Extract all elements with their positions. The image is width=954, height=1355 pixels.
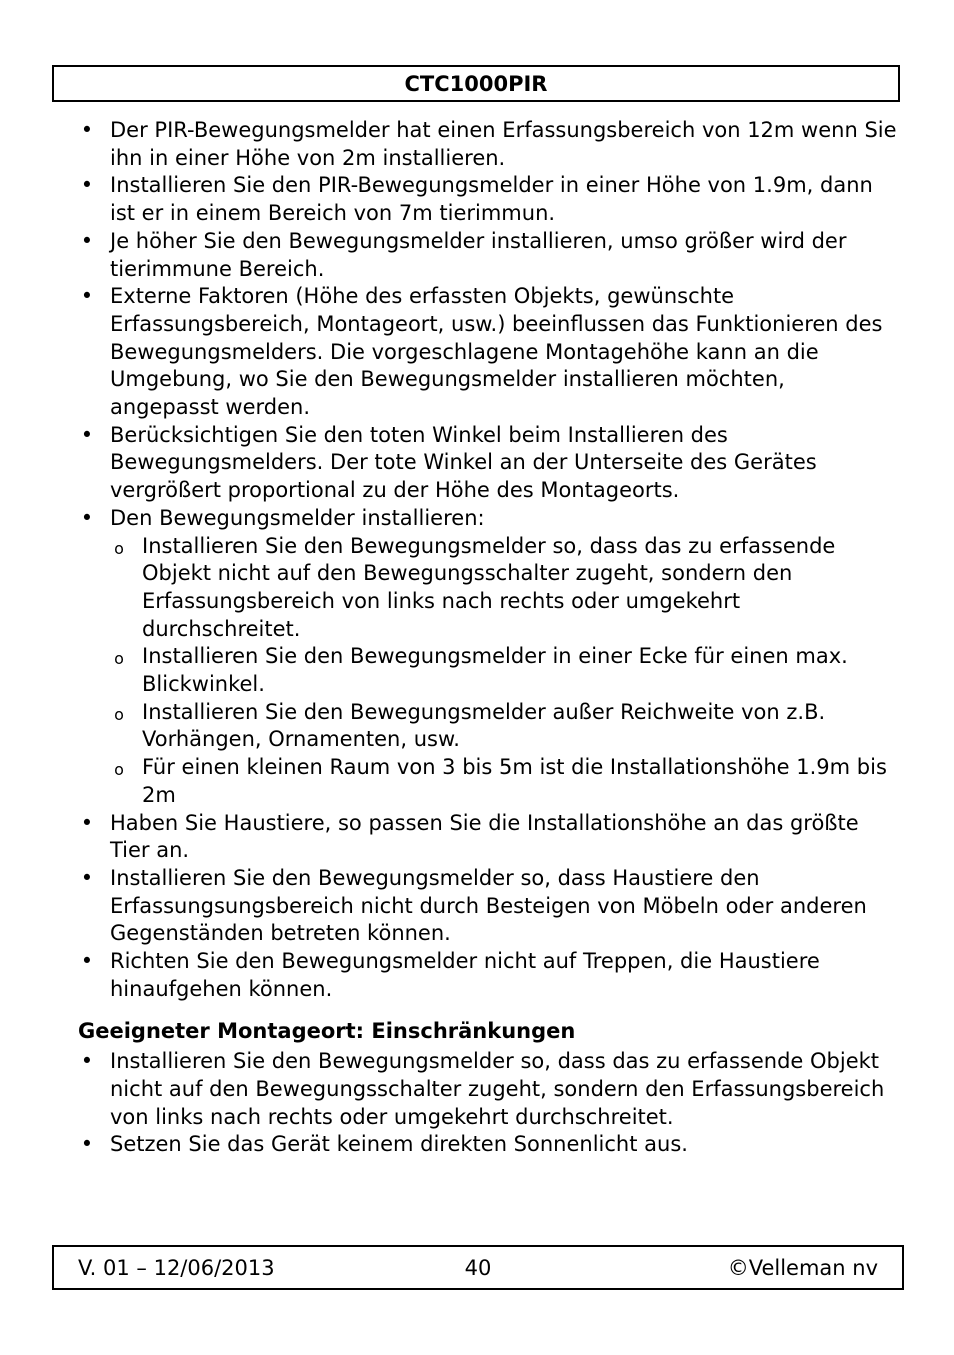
list-item-text: Installieren Sie den PIR-Bewegungsmelder in einer Höhe von 1.9m, dann ist er in einem Bereich von 7m tierimmun.	[110, 173, 873, 226]
list-item	[78, 283, 898, 422]
sub-list-item-text: Installieren Sie den Bewegungsmelder außer Reichweite von z.B. Vorhängen, Ornamenten, usw.	[142, 699, 826, 752]
list-item	[78, 1048, 898, 1131]
circle-bullet-icon: o	[114, 538, 124, 558]
bullet-icon: •	[80, 865, 94, 890]
sub-list-item	[110, 754, 898, 809]
section-heading: Geeigneter Montageort: Einschränkungen	[78, 1018, 576, 1043]
document-header	[52, 65, 900, 102]
sub-list-item	[110, 643, 898, 698]
bullet-icon: •	[80, 1049, 94, 1074]
list-item	[78, 117, 898, 172]
list-item-text: Externe Faktoren (Höhe des erfassten Objekts, gewünschte Erfassungsbereich, Montageort, usw.) beeinflussen das Funktionieren des Bewegungsmelders. Die vorgeschlagene Montagehöhe kann an die Umgebung, wo Sie den Bewegungsmelder installieren möchten, angepasst werden.	[110, 284, 883, 420]
list-item	[78, 505, 898, 810]
restrictions-list	[78, 1048, 898, 1159]
circle-bullet-icon: o	[114, 649, 124, 669]
list-item-text: Richten Sie den Bewegungsmelder nicht auf Treppen, die Haustiere hinaufgehen können.	[110, 949, 820, 1001]
list-item	[78, 172, 898, 227]
bullet-icon: •	[80, 505, 94, 530]
bullet-icon: •	[80, 284, 94, 309]
list-item-text: Der PIR-Bewegungsmelder hat einen Erfassungsbereich von 12m wenn Sie ihn in einer Höhe von 2m installieren.	[110, 118, 897, 170]
list-item	[78, 1131, 898, 1159]
circle-bullet-icon: o	[114, 760, 124, 780]
page-number: 40	[464, 1256, 492, 1280]
list-item-text: Berücksichtigen Sie den toten Winkel beim Installieren des Bewegungsmelders. Der tote Winkel an der Unterseite des Gerätes vergrößert proportional zu der Höhe des Montageorts.	[110, 422, 817, 503]
copyright: ©Velleman nv	[727, 1256, 878, 1280]
bullet-icon: •	[80, 810, 94, 835]
circle-bullet-icon: o	[114, 704, 124, 724]
document-title: CTC1000PIR	[404, 71, 548, 96]
bullet-icon: •	[80, 422, 94, 447]
list-item-text: Den Bewegungsmelder installieren:	[110, 505, 485, 530]
bullet-icon: •	[80, 949, 94, 974]
sub-list	[110, 533, 898, 810]
list-item	[78, 865, 898, 948]
list-item-text: Haben Sie Haustiere, so passen Sie die Installationshöhe an das größte Tier an.	[110, 810, 859, 863]
instruction-list	[78, 117, 898, 1004]
list-item	[78, 810, 898, 865]
version-date: V. 01 – 12/06/2013	[78, 1256, 275, 1280]
list-item-text: Installieren Sie den Bewegungsmelder so, dass das zu erfassende Objekt nicht auf den Bewegungsschalter zugeht, sondern den Erfassungsbereich von links nach rechts oder umgekehrt durchschreitet.	[110, 1049, 885, 1129]
sub-list-item-text: Für einen kleinen Raum von 3 bis 5m ist die Installationshöhe 1.9m bis 2m	[142, 755, 887, 807]
list-item	[78, 228, 898, 283]
list-item-text: Installieren Sie den Bewegungsmelder so, dass Haustiere den Erfassungsungsbereich nicht durch Besteigen von Möbeln oder anderen Gegenständen betreten können.	[110, 865, 867, 946]
bullet-icon: •	[80, 228, 94, 253]
sub-list-item	[110, 533, 898, 644]
bullet-icon: •	[80, 173, 94, 198]
document-footer	[52, 1245, 904, 1290]
list-item	[78, 422, 898, 505]
list-item-text: Setzen Sie das Gerät keinem direkten Sonnenlicht aus.	[110, 1132, 688, 1157]
bullet-icon: •	[80, 118, 94, 142]
list-item	[78, 948, 898, 1003]
sub-list-item	[110, 699, 898, 754]
bullet-icon: •	[80, 1132, 94, 1157]
list-item-text: Je höher Sie den Bewegungsmelder installieren, umso größer wird der tierimmune Bereich.	[110, 228, 847, 281]
sub-list-item-text: Installieren Sie den Bewegungsmelder so, dass das zu erfassende Objekt nicht auf den Bewegungsschalter zugeht, sondern den Erfassungsbereich von links nach rechts oder umgekehrt durchschreitet.	[142, 533, 836, 641]
sub-list-item-text: Installieren Sie den Bewegungsmelder in einer Ecke für einen max. Blickwinkel.	[142, 644, 848, 697]
document-body	[78, 117, 898, 1159]
